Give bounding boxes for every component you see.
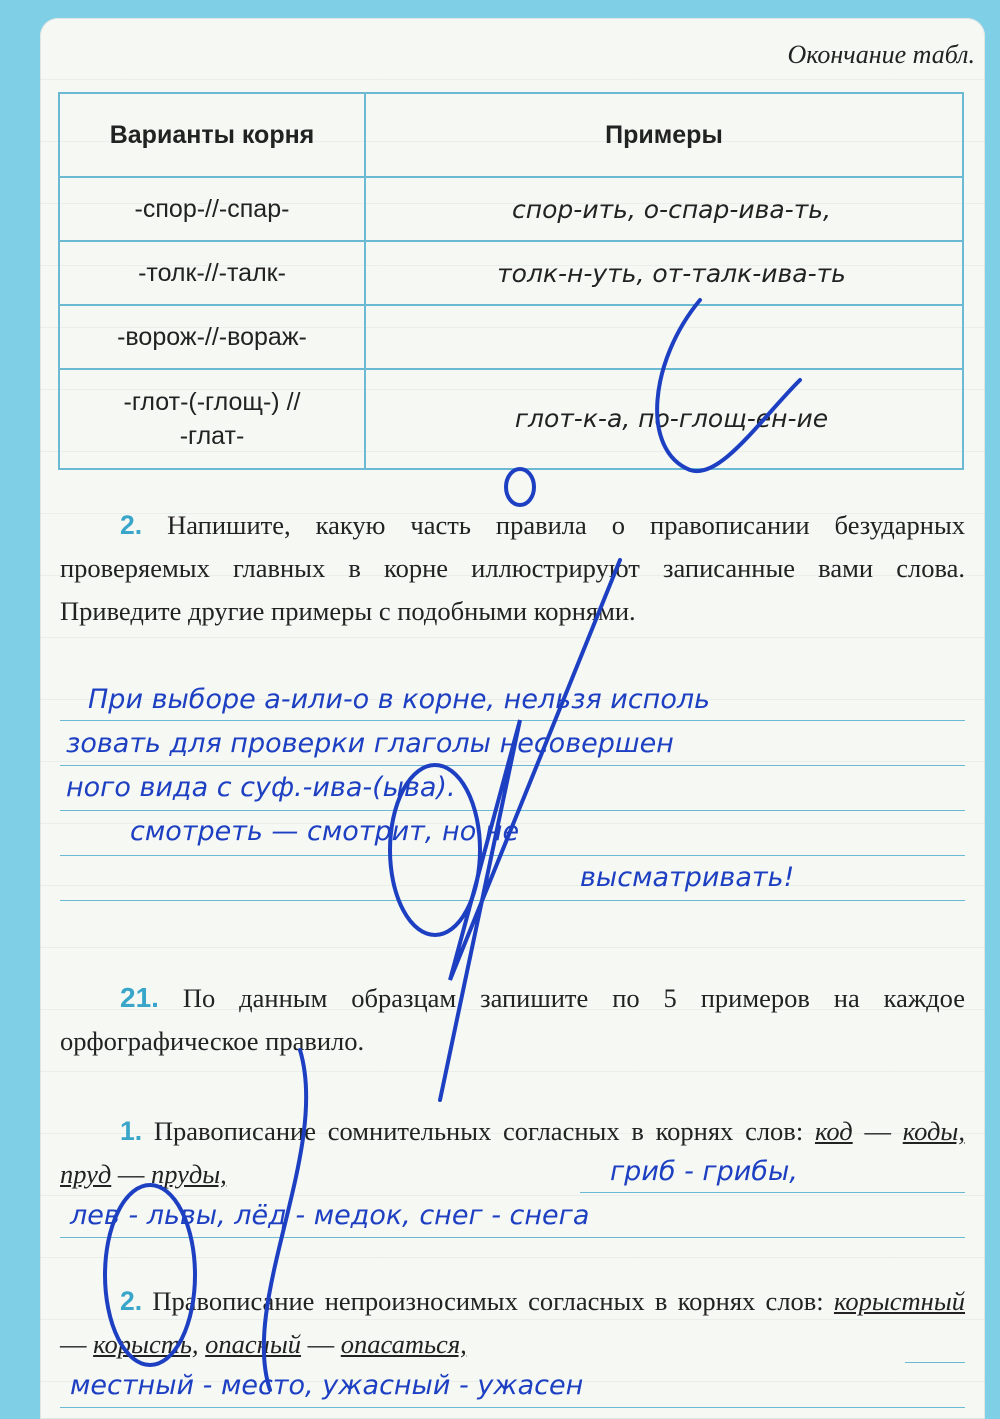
table-row [59, 241, 963, 305]
table-row [59, 177, 963, 241]
workbook-page [40, 18, 985, 1419]
example-word: опасный [205, 1329, 302, 1359]
handwritten-example: спор-ить, о-спар-ива-ть, [365, 177, 963, 241]
task2-prompt [60, 504, 965, 633]
header-examples: Примеры [365, 93, 963, 177]
table-row [59, 305, 963, 369]
root-variant: -толк-//-талк- [59, 241, 365, 305]
table-caption: Окончание табл. [787, 40, 975, 69]
handwritten-answer-line: ного вида с суф.-ива-(ыва). [66, 772, 456, 803]
item2-text: Правописание непроизносимых согласных в корнях слов: [152, 1286, 824, 1316]
dash: — [307, 1329, 335, 1359]
handwritten-answer-line: местный - место, ужасный - ужасен [70, 1370, 584, 1401]
handwritten-example: глот-к-а, по-глощ-ен-ие [365, 369, 963, 469]
handwritten-example: толк-н-уть, от-талк-ива-ть [365, 241, 963, 305]
dash: — [864, 1116, 891, 1146]
example-word: опасаться, [340, 1329, 467, 1359]
task2-number: 2. [120, 510, 143, 540]
handwritten-answer-line: При выборе а-или-о в корне, нельзя исполь [88, 684, 711, 715]
example-word: корысть, [93, 1329, 199, 1359]
handwritten-answer-line: смотреть — смотрит, но не [130, 816, 520, 847]
root-variant [59, 369, 365, 469]
example-word: корыстный [833, 1286, 966, 1316]
task21-prompt [60, 976, 965, 1063]
example-word: код [814, 1116, 853, 1146]
item2-number: 2. [120, 1286, 143, 1316]
task21-text: По данным образцам запишите по 5 примеров на каждое орфографическое правило. [60, 983, 965, 1056]
example-word: пруд [60, 1159, 112, 1189]
item1-number: 1. [120, 1116, 143, 1146]
table-row [59, 369, 963, 469]
handwritten-answer-line: лев - львы, лёд - медок, снег - снега [70, 1200, 590, 1231]
header-variants: Варианты корня [59, 93, 365, 177]
roots-table [58, 92, 964, 470]
root-variant: -ворож-//-вораж- [59, 305, 365, 369]
item1-text: Правописание сомнительных согласных в корнях слов: [153, 1116, 804, 1146]
example-word: коды, [902, 1116, 965, 1146]
handwritten-answer-line: гриб - грибы, [610, 1156, 798, 1187]
task2-text: Напишите, какую часть правила о правописании безударных проверяемых главных в корне иллюстрируют записанные вами слова. Приведите другие примеры с подобными корнями. [60, 510, 966, 626]
root-variant-line: -глат- [179, 422, 245, 450]
table-header-row [59, 93, 963, 177]
handwritten-answer-line: высматривать! [580, 862, 795, 893]
dash: — [117, 1159, 145, 1189]
handwritten-example [365, 305, 963, 369]
task21-number: 21. [120, 982, 159, 1013]
root-variant-line: -глот-(-глощ-) // [123, 388, 301, 416]
handwritten-answer-line: зовать для проверки глаголы несовершен [66, 728, 674, 759]
root-variant: -спор-//-спар- [59, 177, 365, 241]
dash: — [60, 1329, 87, 1359]
example-word: пруды, [151, 1159, 227, 1189]
